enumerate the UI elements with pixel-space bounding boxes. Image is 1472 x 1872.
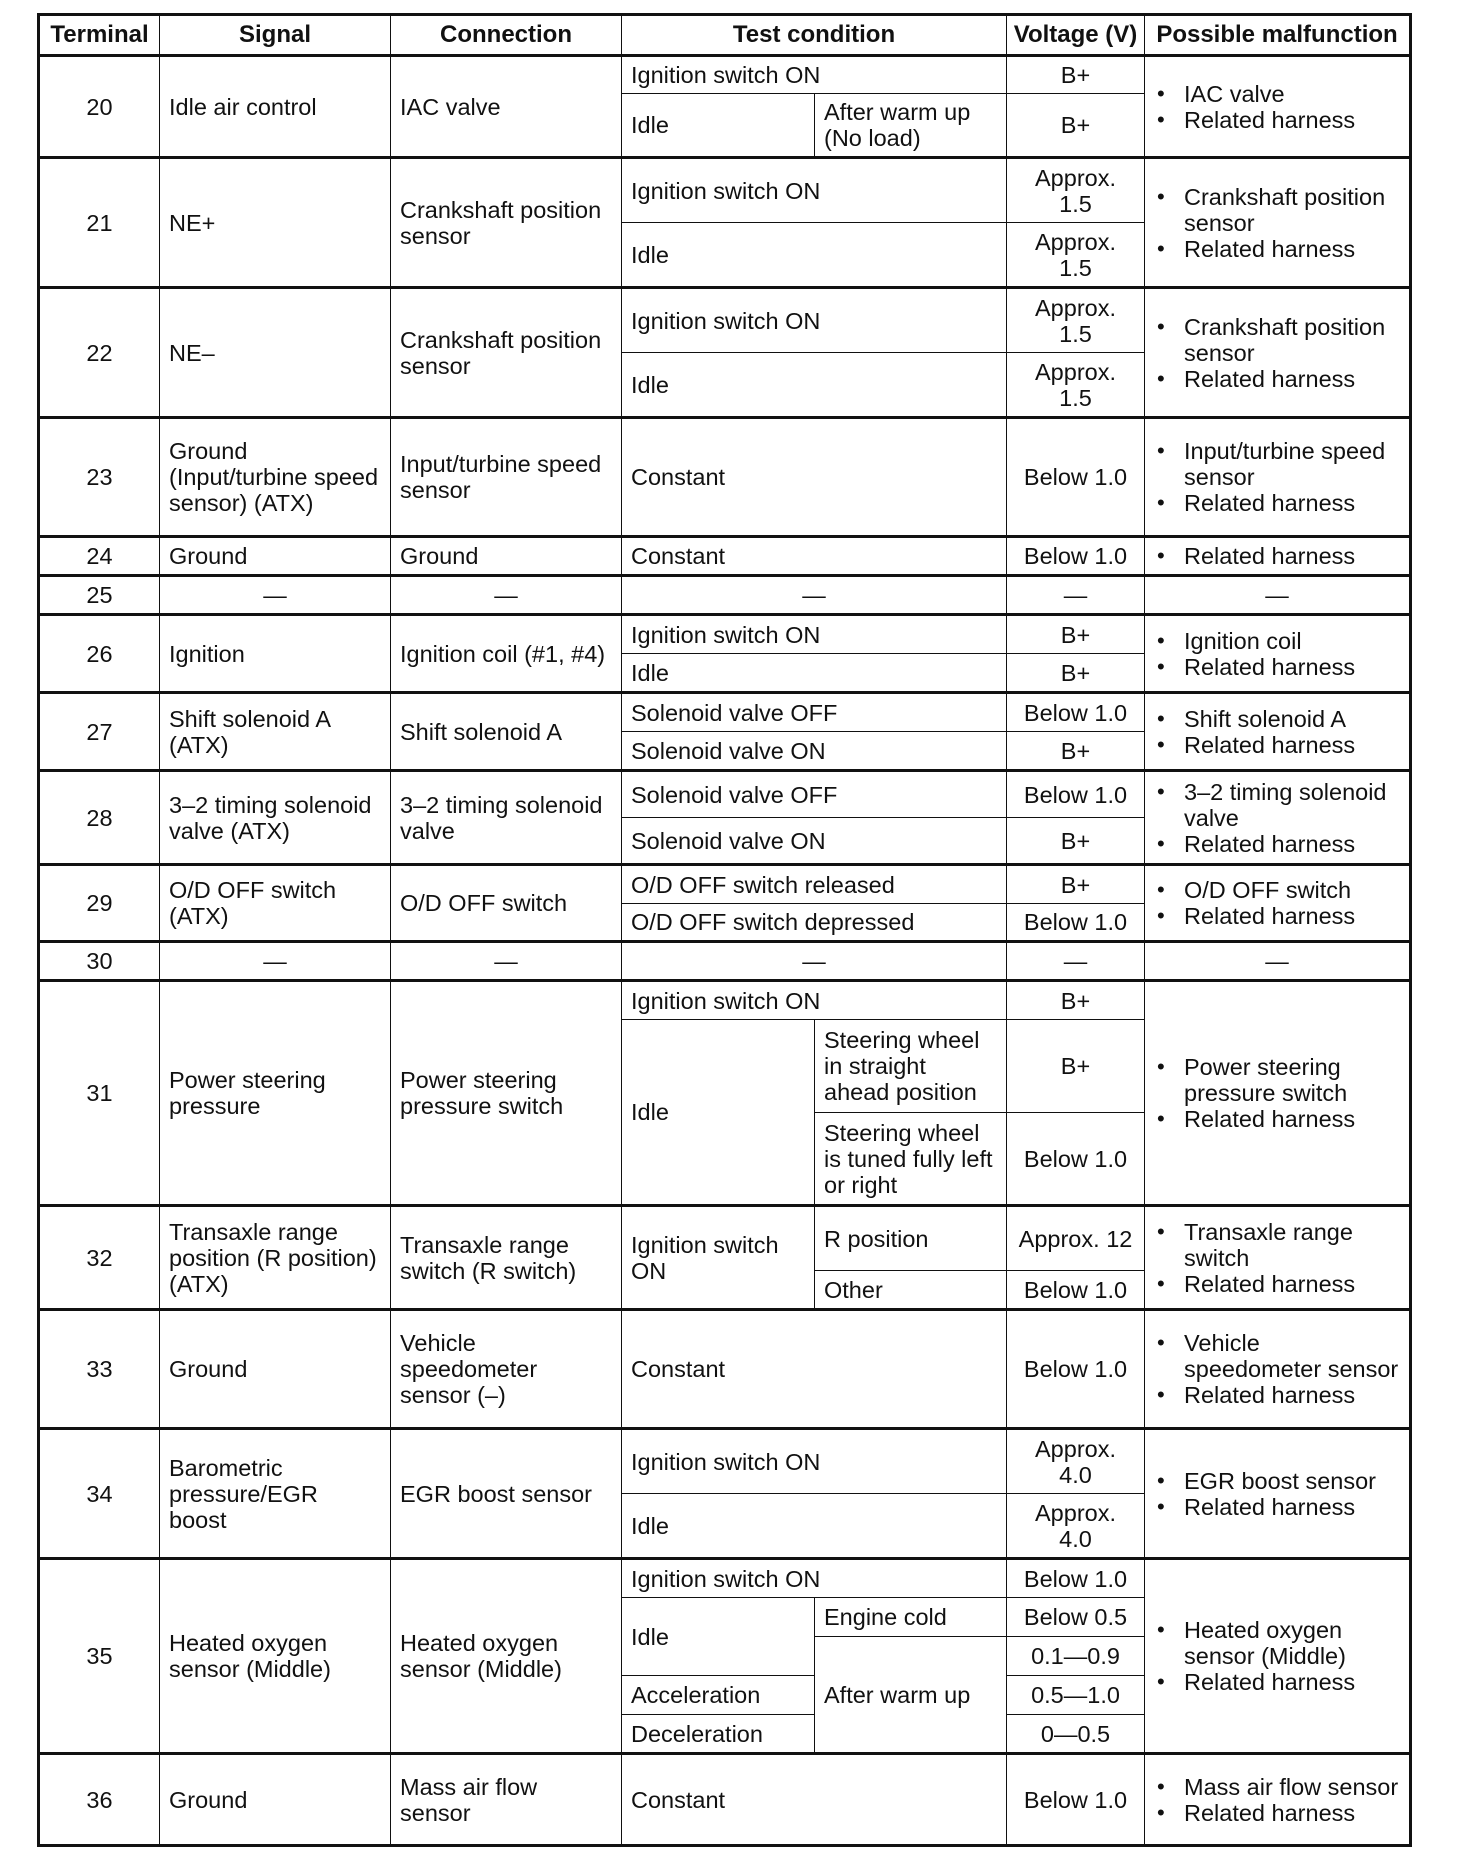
signal-cell: — [160,942,391,981]
malfunction-item: • Power steering pressure switch [1184,1054,1400,1106]
condition-cell: Idle [622,1494,1007,1559]
malfunction-cell [1145,56,1411,158]
table-row [39,981,1411,1020]
malfunction-cell [1145,1754,1411,1846]
signal-cell: NE– [160,288,391,418]
condition-cell: Solenoid valve OFF [622,771,1007,818]
voltage-cell: B+ [1007,654,1145,693]
terminal-cell: 33 [39,1310,160,1429]
condition-cell: After warm up (No load) [815,94,1007,158]
terminal-cell: 21 [39,158,160,288]
malfunction-cell [1145,1206,1411,1310]
header-test-condition: Test condition [622,15,1007,56]
connection-cell: Transaxle range switch (R switch) [391,1206,622,1310]
malfunction-item: • Related harness [1184,236,1400,262]
condition-cell: Idle [622,654,1007,693]
voltage-cell: Below 1.0 [1007,1754,1145,1846]
voltage-cell: Approx. 12 [1007,1206,1145,1271]
malfunction-item: • Vehicle speedometer sensor [1184,1330,1400,1382]
voltage-cell: B+ [1007,981,1145,1020]
voltage-cell: Approx. 4.0 [1007,1494,1145,1559]
voltage-cell: B+ [1007,865,1145,904]
voltage-cell: 0—0.5 [1007,1715,1145,1754]
malfunction-cell: — [1145,576,1411,615]
terminal-cell: 36 [39,1754,160,1846]
malfunction-item: • Related harness [1184,490,1400,516]
signal-cell: 3–2 timing solenoid valve (ATX) [160,771,391,865]
voltage-cell: B+ [1007,732,1145,771]
voltage-cell: Approx. 4.0 [1007,1429,1145,1494]
header-signal: Signal [160,15,391,56]
table-row [39,771,1411,818]
terminal-cell: 34 [39,1429,160,1559]
signal-cell: Ground [160,1754,391,1846]
voltage-cell: B+ [1007,818,1145,865]
condition-cell: R position [815,1206,1007,1271]
condition-cell: Ignition switch ON [622,615,1007,654]
malfunction-cell [1145,693,1411,771]
connection-cell: Mass air flow sensor [391,1754,622,1846]
condition-cell: Steering wheel in straight ahead position [815,1020,1007,1113]
malfunction-cell [1145,1310,1411,1429]
malfunction-item: • O/D OFF switch [1184,877,1400,903]
malfunction-cell [1145,981,1411,1206]
condition-cell: Constant [622,1310,1007,1429]
condition-cell: O/D OFF switch depressed [622,904,1007,942]
voltage-cell: Below 1.0 [1007,418,1145,537]
condition-cell: Ignition switch ON [622,56,1007,94]
malfunction-item: • Related harness [1184,732,1400,758]
condition-cell: Deceleration [622,1715,815,1754]
connection-cell: Input/turbine speed sensor [391,418,622,537]
condition-cell: Idle [622,94,815,158]
terminal-cell: 25 [39,576,160,615]
voltage-cell: B+ [1007,94,1145,158]
voltage-cell: Approx. 1.5 [1007,223,1145,288]
condition-cell: Ignition switch ON [622,981,1007,1020]
malfunction-cell [1145,1559,1411,1754]
signal-cell: NE+ [160,158,391,288]
malfunction-item: • EGR boost sensor [1184,1468,1400,1494]
table-row [39,865,1411,904]
malfunction-cell [1145,615,1411,693]
condition-cell: Other [815,1271,1007,1310]
table-row [39,1310,1411,1429]
terminal-cell: 35 [39,1559,160,1754]
condition-cell: Ignition switch ON [622,1206,815,1310]
connection-cell: 3–2 timing solenoid valve [391,771,622,865]
connection-cell: Shift solenoid A [391,693,622,771]
malfunction-item: • Ignition coil [1184,628,1400,654]
condition-cell: O/D OFF switch released [622,865,1007,904]
voltage-cell: Below 1.0 [1007,771,1145,818]
connection-cell: Vehicle speedometer sensor (–) [391,1310,622,1429]
condition-cell: — [622,942,1007,981]
header-voltage: Voltage (V) [1007,15,1145,56]
connection-cell: IAC valve [391,56,622,158]
condition-cell: Idle [622,1598,815,1676]
malfunction-item: • Related harness [1184,1382,1400,1408]
terminal-cell: 26 [39,615,160,693]
signal-cell: Power steering pressure [160,981,391,1206]
malfunction-cell [1145,771,1411,865]
terminal-cell: 30 [39,942,160,981]
voltage-cell: — [1007,942,1145,981]
malfunction-item: • Related harness [1184,107,1400,133]
table-row [39,158,1411,223]
table-row [39,418,1411,537]
connection-cell: EGR boost sensor [391,1429,622,1559]
terminal-cell: 27 [39,693,160,771]
malfunction-item: • Transaxle range switch [1184,1219,1400,1271]
voltage-cell: Below 1.0 [1007,693,1145,732]
signal-cell: Ground [160,537,391,576]
connection-cell: Crankshaft position sensor [391,158,622,288]
voltage-cell: B+ [1007,1020,1145,1113]
voltage-cell: 0.5—1.0 [1007,1676,1145,1715]
malfunction-item: • Related harness [1184,543,1400,569]
terminal-voltage-table-page [37,13,1412,1847]
condition-cell: Solenoid valve ON [622,732,1007,771]
connection-cell: Crankshaft position sensor [391,288,622,418]
connection-cell: — [391,576,622,615]
connection-cell: — [391,942,622,981]
signal-cell: Ground [160,1310,391,1429]
malfunction-item: • Related harness [1184,1494,1400,1520]
voltage-cell: Below 1.0 [1007,1271,1145,1310]
malfunction-item: • Crankshaft position sensor [1184,184,1400,236]
condition-cell: Solenoid valve OFF [622,693,1007,732]
malfunction-item: • Related harness [1184,1669,1400,1695]
voltage-cell: Below 1.0 [1007,1310,1145,1429]
signal-cell: Ground (Input/turbine speed sensor) (ATX) [160,418,391,537]
condition-cell: Ignition switch ON [622,288,1007,353]
condition-cell: Constant [622,1754,1007,1846]
header-connection: Connection [391,15,622,56]
malfunction-item: • Mass air flow sensor [1184,1774,1400,1800]
condition-cell: Idle [622,223,1007,288]
malfunction-cell [1145,1429,1411,1559]
malfunction-item: • Related harness [1184,1800,1400,1826]
condition-cell: Steering wheel is tuned fully left or right [815,1113,1007,1206]
condition-cell: Solenoid valve ON [622,818,1007,865]
terminal-cell: 29 [39,865,160,942]
terminal-cell: 31 [39,981,160,1206]
malfunction-cell [1145,537,1411,576]
header-terminal: Terminal [39,15,160,56]
table-row [39,537,1411,576]
signal-cell: O/D OFF switch (ATX) [160,865,391,942]
connection-cell: Power steering pressure switch [391,981,622,1206]
malfunction-item: • Related harness [1184,1271,1400,1297]
voltage-cell: Below 1.0 [1007,1559,1145,1598]
voltage-cell: Below 1.0 [1007,1113,1145,1206]
signal-cell: Transaxle range position (R position) (ATX) [160,1206,391,1310]
signal-cell: Heated oxygen sensor (Middle) [160,1559,391,1754]
terminal-cell: 20 [39,56,160,158]
condition-cell: After warm up [815,1637,1007,1754]
connection-cell: O/D OFF switch [391,865,622,942]
voltage-cell: — [1007,576,1145,615]
table-row [39,288,1411,353]
terminal-cell: 24 [39,537,160,576]
header-malfunction: Possible malfunction [1145,15,1411,56]
table-row [39,1754,1411,1846]
malfunction-cell [1145,158,1411,288]
malfunction-item: • Heated oxygen sensor (Middle) [1184,1617,1400,1669]
terminal-voltage-table [37,13,1412,1847]
voltage-cell: Approx. 1.5 [1007,288,1145,353]
signal-cell: Ignition [160,615,391,693]
voltage-cell: Below 1.0 [1007,537,1145,576]
table-row [39,693,1411,732]
condition-cell: Ignition switch ON [622,1559,1007,1598]
malfunction-item: • Related harness [1184,1106,1400,1132]
condition-cell: Acceleration [622,1676,815,1715]
malfunction-item: • 3–2 timing solenoid valve [1184,779,1400,831]
malfunction-item: • Crankshaft position sensor [1184,314,1400,366]
condition-cell: Idle [622,353,1007,418]
signal-cell: Idle air control [160,56,391,158]
connection-cell: Heated oxygen sensor (Middle) [391,1559,622,1754]
voltage-cell: B+ [1007,56,1145,94]
table-row [39,942,1411,981]
malfunction-cell [1145,288,1411,418]
signal-cell: Shift solenoid A (ATX) [160,693,391,771]
terminal-cell: 32 [39,1206,160,1310]
voltage-cell: 0.1—0.9 [1007,1637,1145,1676]
signal-cell: — [160,576,391,615]
malfunction-item: • Shift solenoid A [1184,706,1400,732]
voltage-cell: Below 1.0 [1007,904,1145,942]
malfunction-item: • Related harness [1184,654,1400,680]
voltage-cell: B+ [1007,615,1145,654]
malfunction-item: • Related harness [1184,831,1400,857]
malfunction-item: • Input/turbine speed sensor [1184,438,1400,490]
malfunction-cell: — [1145,942,1411,981]
terminal-cell: 23 [39,418,160,537]
condition-cell: Ignition switch ON [622,1429,1007,1494]
condition-cell: Constant [622,418,1007,537]
table-row [39,615,1411,654]
terminal-cell: 22 [39,288,160,418]
table-row [39,1429,1411,1494]
connection-cell: Ignition coil (#1, #4) [391,615,622,693]
terminal-cell: 28 [39,771,160,865]
condition-cell: — [622,576,1007,615]
signal-cell: Barometric pressure/EGR boost [160,1429,391,1559]
malfunction-item: • Related harness [1184,366,1400,392]
condition-cell: Engine cold [815,1598,1007,1637]
table-row [39,56,1411,94]
condition-cell: Idle [622,1020,815,1206]
malfunction-cell [1145,865,1411,942]
voltage-cell: Approx. 1.5 [1007,158,1145,223]
voltage-cell: Below 0.5 [1007,1598,1145,1637]
malfunction-item: • Related harness [1184,903,1400,929]
malfunction-cell [1145,418,1411,537]
voltage-cell: Approx. 1.5 [1007,353,1145,418]
header-row [39,15,1411,56]
condition-cell: Ignition switch ON [622,158,1007,223]
table-row [39,1206,1411,1271]
malfunction-item: • IAC valve [1184,81,1400,107]
condition-cell: Constant [622,537,1007,576]
table-row [39,1559,1411,1598]
connection-cell: Ground [391,537,622,576]
table-row [39,576,1411,615]
